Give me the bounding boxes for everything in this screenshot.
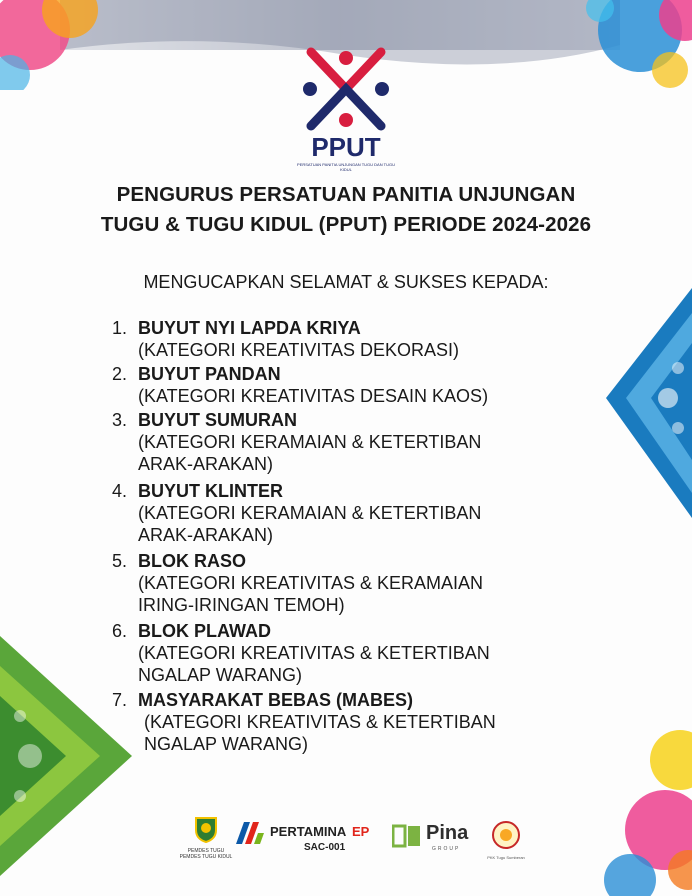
awardee-category-cont: ARAK-ARAKAN) (138, 525, 274, 545)
awardee-name: BUYUT PANDAN (138, 364, 281, 384)
awardee-category-cont: NGALAP WARANG) (138, 665, 303, 685)
pemdes-line-1: PEMDES TUGU (187, 848, 225, 854)
pkk-logo-icon (489, 820, 523, 850)
pertamina-name: PERTAMINA (270, 824, 347, 839)
awardee-category-cont: NGALAP WARANG) (144, 734, 309, 754)
awardee-number: 3. (112, 410, 128, 430)
pina-sub: GROUP (432, 846, 461, 852)
sponsor-pertamina (234, 820, 379, 854)
sponsor-pemdes (170, 815, 242, 860)
pertamina-suffix: EP (352, 824, 370, 839)
awardee-item-2 (112, 364, 582, 407)
awardee-number: 7. (112, 690, 128, 710)
awardee-number: 6. (112, 621, 128, 641)
awardee-item-1 (112, 318, 582, 361)
pina-logo-icon (392, 824, 426, 848)
awardee-item-7 (112, 690, 582, 755)
awardee-number: 4. (112, 481, 128, 501)
pemdes-crest-icon (192, 815, 220, 843)
title-line-2: TUGU & TUGU KIDUL (PPUT) PERIODE 2024-2026 (100, 213, 592, 236)
pertamina-logo-icon (234, 820, 264, 846)
pput-logo-text: PPUT (311, 132, 381, 162)
sponsor-pkk (482, 820, 530, 860)
awardee-number: 1. (112, 318, 128, 338)
awardee-number: 2. (112, 364, 128, 384)
title-line-1: PENGURUS PERSATUAN PANITIA UNJUNGAN (116, 183, 576, 206)
pkk-label: PKK Tugu Sumberan (487, 855, 525, 860)
awardee-item-4 (112, 481, 582, 546)
awardee-name: BUYUT KLINTER (138, 481, 283, 501)
awardee-number: 5. (112, 551, 128, 571)
awardee-item-6 (112, 621, 582, 686)
awardee-category: (KATEGORI KREATIVITAS & KERAMAIAN (138, 573, 484, 593)
intro-text: MENGUCAPKAN SELAMAT & SUKSES KEPADA: (143, 272, 549, 292)
awardee-name: BLOK RASO (138, 551, 246, 571)
awardee-category: (KATEGORI KERAMAIAN & KETERTIBAN (138, 432, 482, 452)
awardee-category-cont: IRING-IRINGAN TEMOH) (138, 595, 345, 615)
awardee-item-5 (112, 551, 582, 616)
awardee-category: (KATEGORI KERAMAIAN & KETERTIBAN (138, 503, 482, 523)
pemdes-line-2: PEMDES TUGU KIDUL (179, 854, 233, 860)
awardee-name: BLOK PLAWAD (138, 621, 271, 641)
pput-emblem-icon (296, 44, 396, 134)
awardee-category: (KATEGORI KREATIVITAS & KETERTIBAN (144, 712, 496, 732)
awardee-category: (KATEGORI KREATIVITAS DESAIN KAOS) (138, 386, 489, 406)
sponsor-pina (392, 822, 472, 856)
awardee-category: (KATEGORI KREATIVITAS DEKORASI) (138, 340, 460, 360)
awardee-name: MASYARAKAT BEBAS (MABES) (138, 690, 414, 710)
awardee-category-cont: ARAK-ARAKAN) (138, 454, 274, 474)
awardee-name: BUYUT SUMURAN (138, 410, 297, 430)
pertamina-code: SAC-001 (304, 842, 346, 853)
blue-ornament-decoration (606, 288, 692, 518)
pina-name: Pina (426, 822, 469, 844)
awardee-name: BUYUT NYI LAPDA KRIYA (138, 318, 361, 338)
awardee-category: (KATEGORI KREATIVITAS & KETERTIBAN (138, 643, 490, 663)
pput-logo-subtext: PERSATUAN PANITIA UNJUNGAN TUGU DAN TUGU KIDUL (297, 162, 395, 172)
pput-logo (296, 44, 396, 174)
awardee-item-3 (112, 410, 582, 475)
